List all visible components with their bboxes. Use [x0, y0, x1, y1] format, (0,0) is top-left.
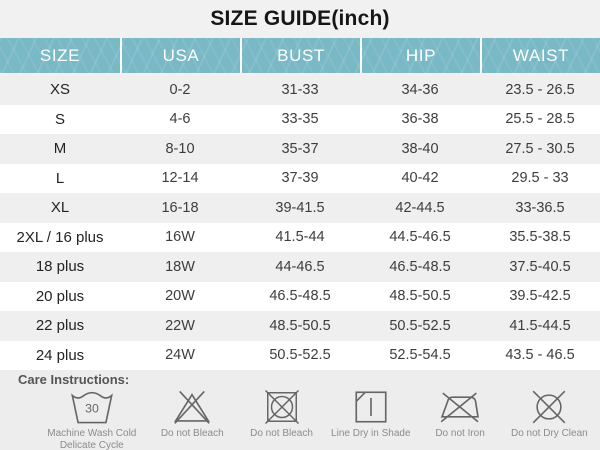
table-cell: 39.5-42.5: [509, 288, 571, 305]
care-instructions-label: Care Instructions:: [18, 372, 130, 387]
table-cell: 35-37: [281, 140, 319, 157]
table-cell: 50.5-52.5: [389, 317, 451, 334]
table-cell: 43.5 - 46.5: [505, 347, 575, 364]
do-not-bleach-icon: [170, 388, 214, 425]
table-cell: 37.5-40.5: [509, 258, 571, 275]
table-cell: 27.5 - 30.5: [505, 140, 575, 157]
column-header-bust: BUST: [240, 38, 360, 73]
table-cell: XL: [50, 199, 70, 217]
table-cell: 2XL / 16 plus: [16, 228, 104, 246]
table-cell: 52.5-54.5: [389, 347, 451, 364]
table-cell: 16W: [165, 229, 195, 246]
do-not-iron-icon: [438, 388, 482, 425]
table-row-24plus: [0, 341, 600, 371]
table-cell: 18 plus: [35, 258, 85, 276]
table-cell: 22W: [165, 317, 195, 334]
table-cell: 24 plus: [35, 346, 85, 364]
care-item-label: Machine Wash Cold Delicate Cycle: [47, 428, 137, 450]
table-cell: 44.5-46.5: [389, 229, 451, 246]
title-band: [0, 0, 600, 38]
table-cell: 36-38: [401, 111, 439, 128]
care-instructions-section: [0, 370, 600, 450]
column-header-usa: USA: [120, 38, 240, 73]
table-cell: 25.5 - 28.5: [505, 111, 575, 128]
table-row-18plus: [0, 252, 600, 282]
table-row-s: [0, 105, 600, 135]
table-cell: 23.5 - 26.5: [505, 81, 575, 98]
svg-text:30: 30: [84, 401, 99, 416]
table-cell: 20W: [165, 288, 195, 305]
care-item-label: Do not Iron: [435, 428, 485, 439]
table-row-xs: [0, 75, 600, 105]
care-item-do-not-bleach: [148, 388, 237, 440]
care-item-label: Do not Bleach: [250, 428, 313, 439]
table-cell: 12-14: [161, 170, 199, 187]
table-cell: 48.5-50.5: [389, 288, 451, 305]
machine-wash-icon: [67, 388, 117, 425]
do-not-dry-clean-icon: [528, 388, 570, 425]
table-cell: 46.5-48.5: [389, 258, 451, 275]
table-cell: L: [55, 169, 65, 187]
column-header-hip: HIP: [360, 38, 480, 73]
table-cell: 34-36: [401, 81, 439, 98]
table-cell: M: [53, 140, 67, 158]
care-item-label: Do not Dry Clean: [511, 428, 588, 439]
table-row-xl: [0, 193, 600, 223]
table-cell: 31-33: [281, 81, 319, 98]
do-not-tumble-dry-icon: [262, 388, 302, 425]
care-item-do-not-iron: [415, 388, 504, 440]
table-cell: 0-2: [169, 81, 191, 98]
table-row-m: [0, 134, 600, 164]
column-header-waist: WAIST: [480, 38, 600, 73]
table-cell: 29.5 - 33: [511, 170, 569, 187]
care-item-line-dry-in-shade: [326, 388, 415, 440]
page-title: SIZE GUIDE(inch): [210, 7, 390, 30]
table-cell: 16-18: [161, 199, 199, 216]
table-cell: 37-39: [281, 170, 319, 187]
table-cell: 20 plus: [35, 287, 85, 305]
table-cell: 41.5-44.5: [509, 317, 571, 334]
care-item-do-not-dry-clean: [505, 388, 594, 440]
table-cell: 40-42: [401, 170, 439, 187]
care-item-label: Do not Bleach: [160, 428, 224, 439]
line-dry-in-shade-icon: [351, 388, 391, 425]
table-header-row: [0, 38, 600, 73]
table-cell: 42-44.5: [395, 199, 445, 216]
table-cell: 18W: [165, 258, 195, 275]
table-row-20plus: [0, 282, 600, 312]
care-icons-row: [0, 388, 600, 450]
table-row-2xl-16plus: [0, 223, 600, 253]
care-item-label: Line Dry in Shade: [331, 428, 411, 439]
table-cell: 39-41.5: [275, 199, 325, 216]
table-cell: 44-46.5: [275, 258, 325, 275]
care-item-machine-wash: [36, 388, 148, 450]
table-cell: S: [54, 110, 65, 128]
table-cell: 4-6: [169, 111, 191, 128]
table-cell: 33-36.5: [515, 199, 565, 216]
table-cell: XS: [49, 81, 70, 99]
table-cell: 33-35: [281, 111, 319, 128]
column-header-size: SIZE: [39, 45, 81, 65]
table-row-l: [0, 164, 600, 194]
table-cell: 24W: [165, 347, 195, 364]
table-row-22plus: [0, 311, 600, 341]
table-cell: 22 plus: [35, 317, 85, 335]
table-cell: 41.5-44: [275, 229, 325, 246]
care-item-do-not-tumble-dry: [237, 388, 326, 440]
table-cell: 35.5-38.5: [509, 229, 571, 246]
table-cell: 46.5-48.5: [269, 288, 331, 305]
table-cell: 50.5-52.5: [269, 347, 331, 364]
table-cell: 38-40: [401, 140, 439, 157]
table-cell: 48.5-50.5: [269, 317, 331, 334]
table-cell: 8-10: [165, 140, 195, 157]
